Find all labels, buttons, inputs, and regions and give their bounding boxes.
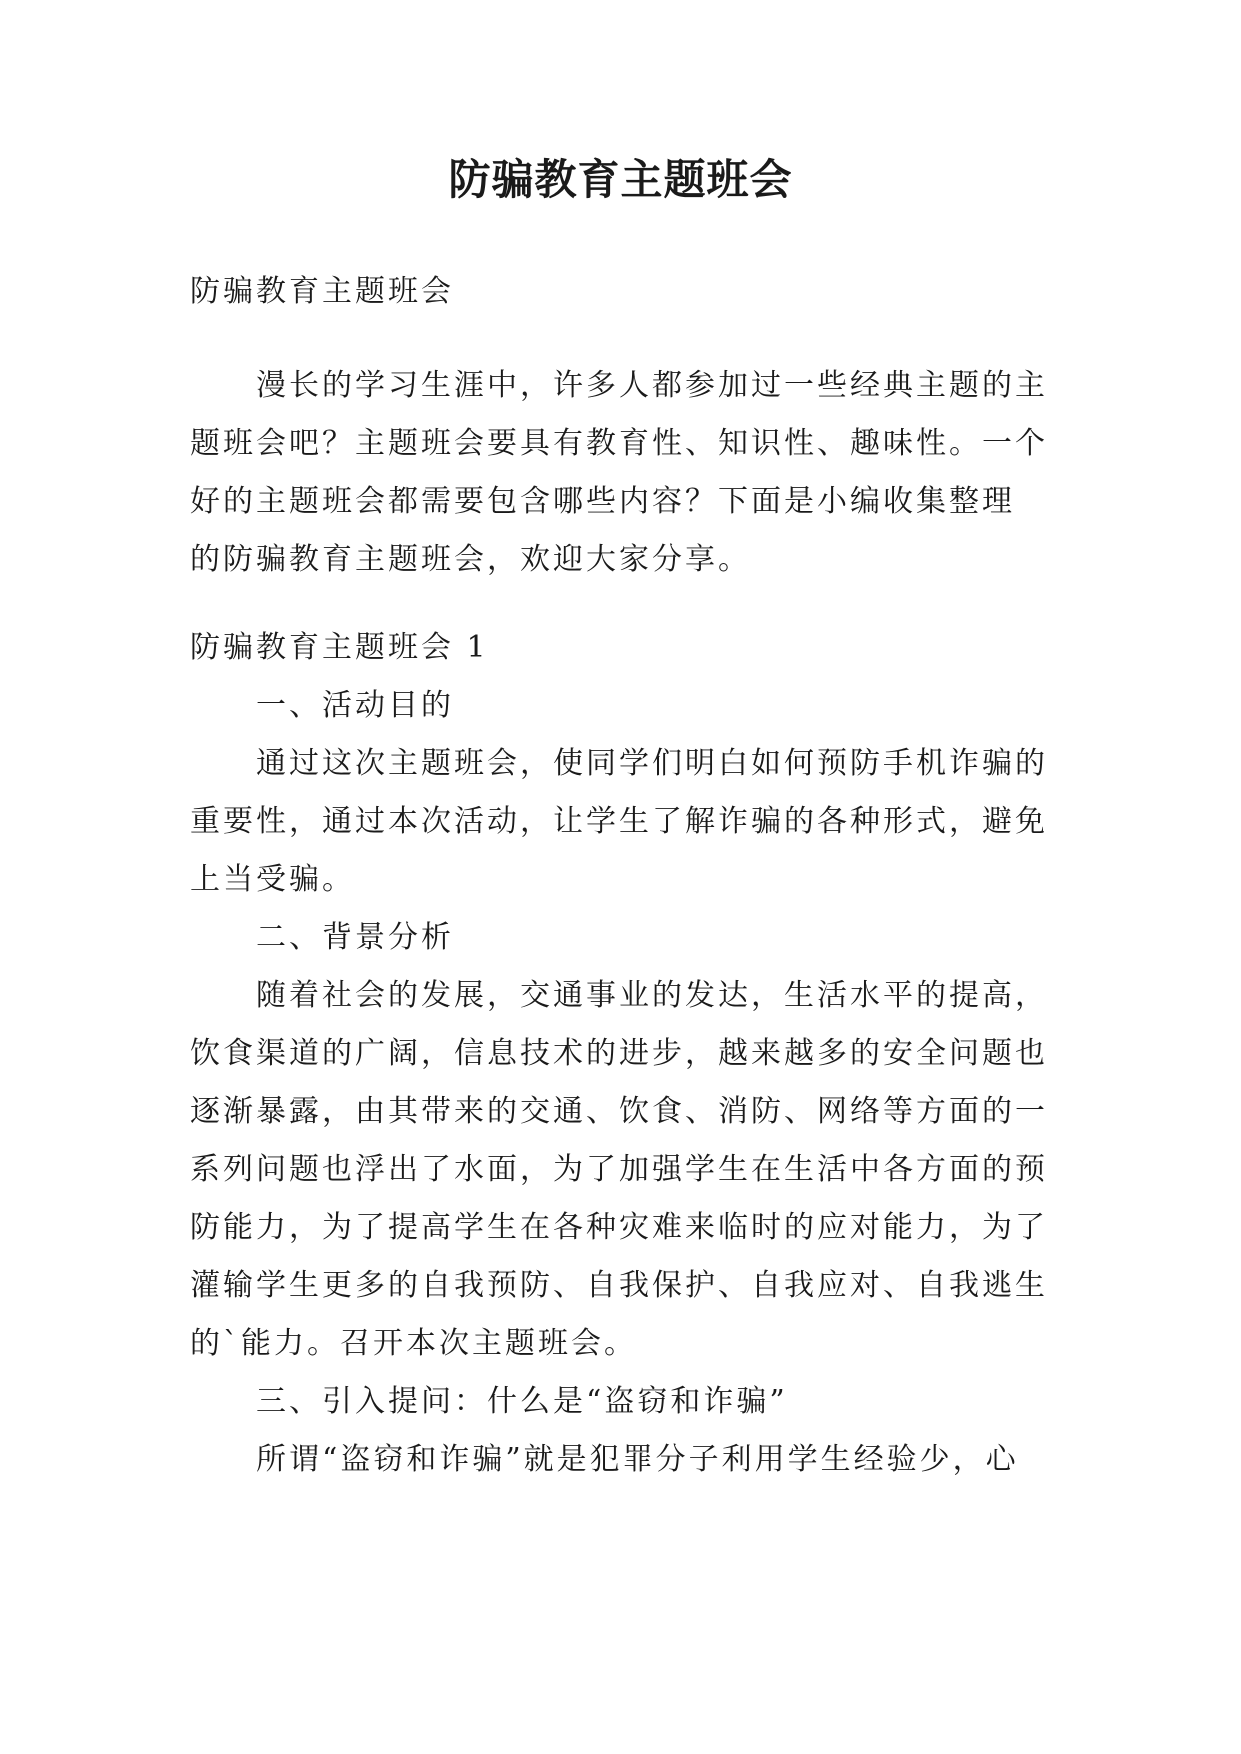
- section-title: 防骗教育主题班会 1: [190, 630, 489, 665]
- heading-question: 三、引入提问：什么是“盗窃和诈骗”: [256, 1384, 788, 1419]
- subtitle-text: 防骗教育主题班会: [190, 274, 454, 309]
- background-line: 防能力，为了提高学生在各种灾难来临时的应对能力，为了: [190, 1210, 1048, 1245]
- intro-line: 好的主题班会都需要包含哪些内容？下面是小编收集整理: [190, 484, 1015, 519]
- intro-line: 漫长的学习生涯中，许多人都参加过一些经典主题的主: [256, 368, 1048, 403]
- heading-activity-purpose: 一、活动目的: [256, 688, 454, 723]
- background-line: 饮食渠道的广阔，信息技术的进步，越来越多的安全问题也: [190, 1036, 1048, 1071]
- main-content: [190, 619, 1050, 1489]
- purpose-line: 通过这次主题班会，使同学们明白如何预防手机诈骗的: [256, 746, 1048, 781]
- definition-line: 所谓“盗窃和诈骗”就是犯罪分子利用学生经验少，心: [256, 1442, 1019, 1477]
- purpose-line: 上当受骗。: [190, 862, 355, 897]
- document-subtitle: [190, 263, 1050, 321]
- background-line: 随着社会的发展，交通事业的发达，生活水平的提高，: [256, 978, 1048, 1013]
- intro-paragraph: [190, 357, 1050, 589]
- background-line: 的`能力。召开本次主题班会。: [190, 1326, 637, 1361]
- purpose-line: 重要性，通过本次活动，让学生了解诈骗的各种形式，避免: [190, 804, 1048, 839]
- intro-line: 题班会吧？主题班会要具有教育性、知识性、趣味性。一个: [190, 426, 1048, 461]
- heading-background: 二、背景分析: [256, 920, 454, 955]
- intro-line: 的防骗教育主题班会，欢迎大家分享。: [190, 542, 751, 577]
- background-line: 系列问题也浮出了水面，为了加强学生在生活中各方面的预: [190, 1152, 1048, 1187]
- background-line: 逐渐暴露，由其带来的交通、饮食、消防、网络等方面的一: [190, 1094, 1048, 1129]
- background-line: 灌输学生更多的自我预防、自我保护、自我应对、自我逃生: [190, 1268, 1048, 1303]
- document-title: 防骗教育主题班会: [448, 155, 793, 204]
